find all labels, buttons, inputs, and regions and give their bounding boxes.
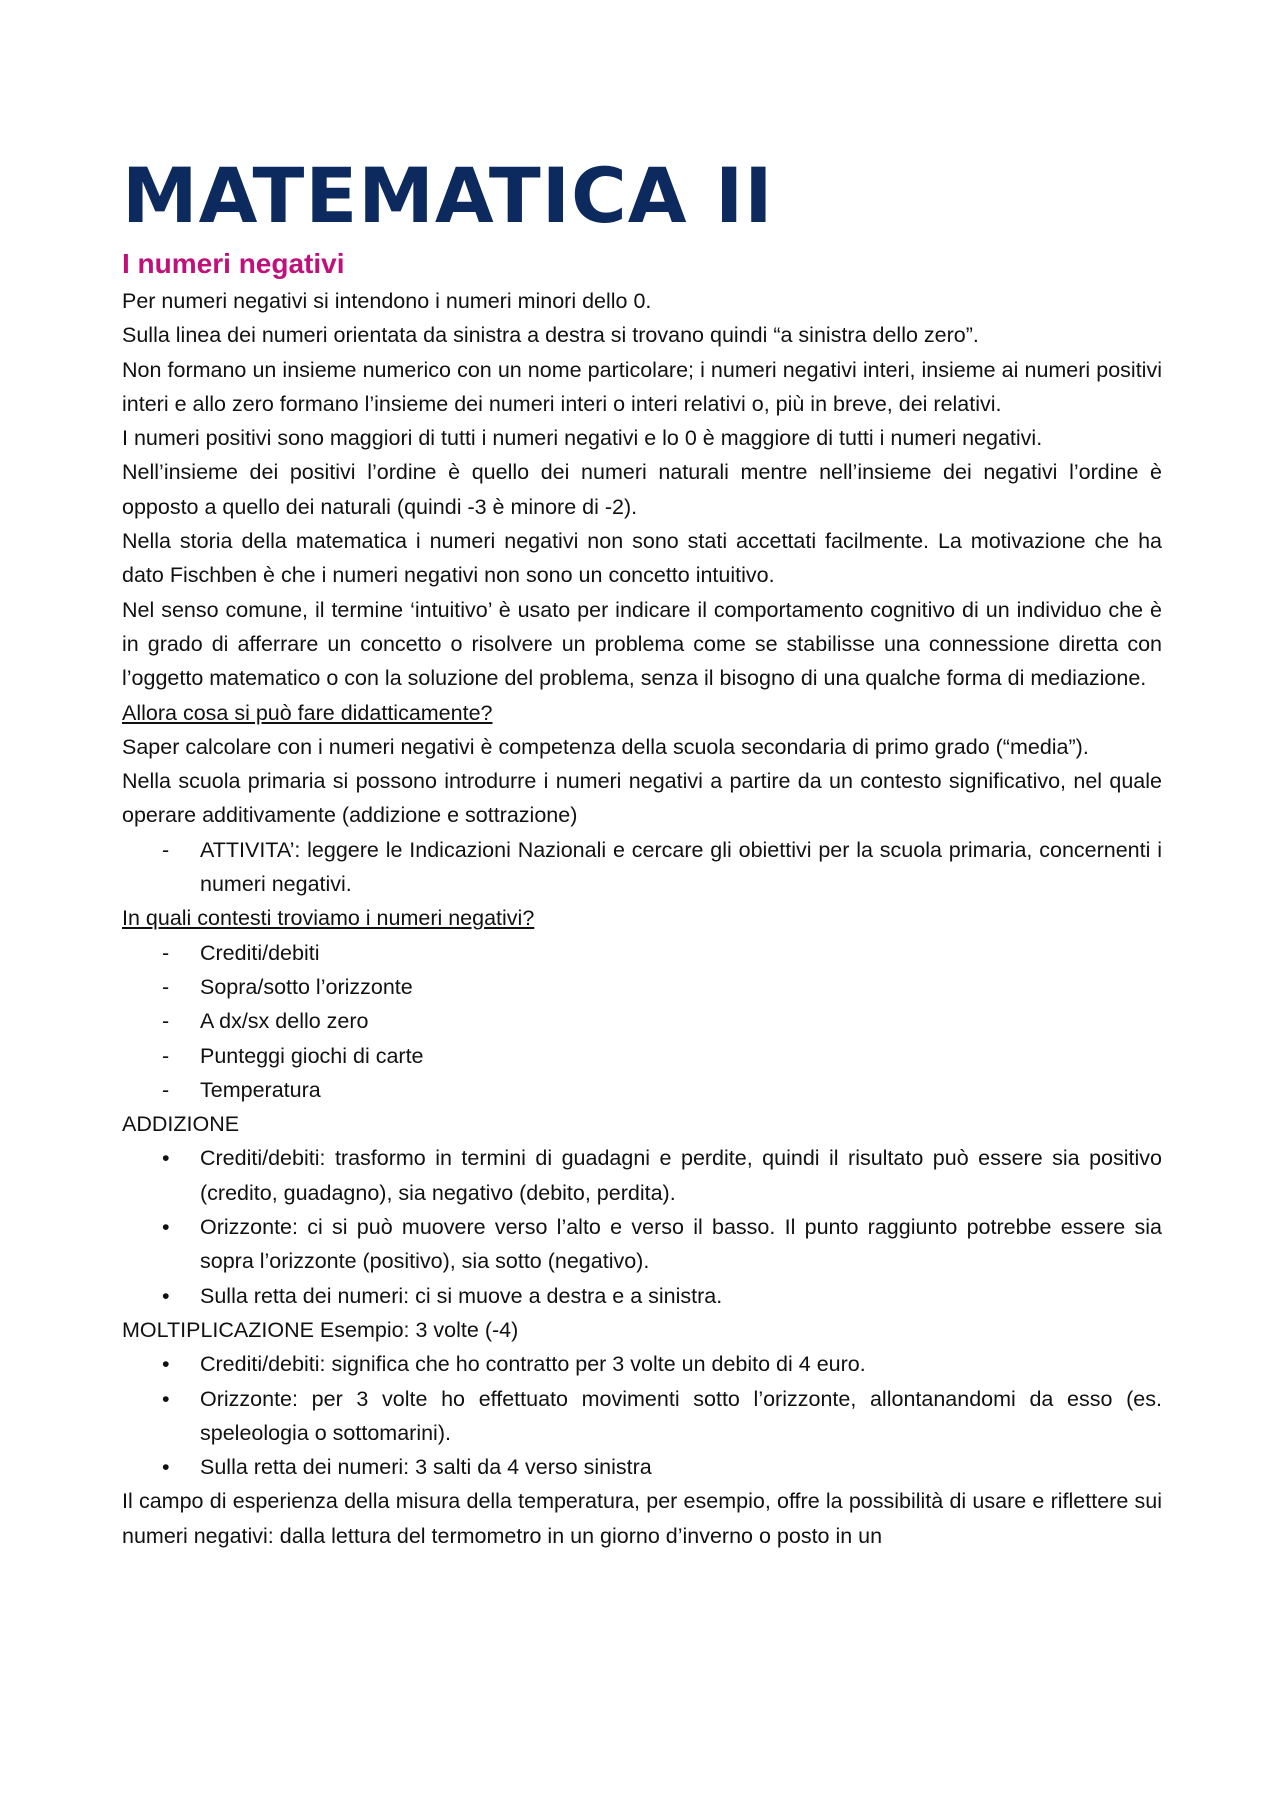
- dash-marker: -: [162, 837, 170, 862]
- list-item: - Temperatura: [122, 1073, 1162, 1107]
- dash-marker: -: [162, 1077, 170, 1102]
- paragraph-integers: Non formano un insieme numerico con un nome particolare; i numeri negativi interi, insieme ai numeri positivi interi e allo zero formano l’insieme dei numeri interi o interi relativi o, più in breve, dei relativi.: [122, 357, 1162, 416]
- list-item: • Crediti/debiti: trasformo in termini di guadagni e perdite, quindi il risultato può essere sia positivo (credito, guadagno), sia negativo (debito, perdita).: [122, 1141, 1162, 1210]
- list-item: • Orizzonte: ci si può muovere verso l’alto e verso il basso. Il punto raggiunto potrebbe essere sia sopra l’orizzonte (positivo), sia sotto (negativo).: [122, 1210, 1162, 1279]
- question-didactics: Allora cosa si può fare didatticamente?: [122, 700, 493, 725]
- paragraph-definition: Per numeri negativi si intendono i numeri minori dello 0.: [122, 289, 652, 313]
- document-title: MATEMATICA II: [122, 151, 774, 240]
- dash-marker: -: [162, 974, 170, 999]
- dash-marker: -: [162, 940, 170, 965]
- contexts-list: [122, 936, 1162, 1107]
- bullet-marker: •: [162, 1215, 170, 1240]
- question-contexts: In quali contesti troviamo i numeri negativi?: [122, 906, 535, 931]
- list-item: - A dx/sx dello zero: [122, 1004, 1162, 1038]
- section-title: I numeri negativi: [122, 248, 345, 279]
- paragraph-temperature: Il campo di esperienza della misura della temperatura, per esempio, offre la possibilità di usare e riflettere sui numeri negativi: dalla lettura del termometro in un giorno d’inverno o posto in un: [122, 1489, 1162, 1548]
- list-item: - Punteggi giochi di carte: [122, 1039, 1162, 1073]
- dash-marker: -: [162, 1009, 170, 1034]
- multiplication-list: [122, 1347, 1162, 1484]
- paragraph-order-detail: Nell’insieme dei positivi l’ordine è quello dei numeri naturali mentre nell’insieme dei negativi l’ordine è opposto a quello dei naturali (quindi -3 è minore di -2).: [122, 460, 1162, 519]
- list-item: - Sopra/sotto l’orizzonte: [122, 970, 1162, 1004]
- list-item: • Orizzonte: per 3 volte ho effettuato movimenti sotto l’orizzonte, allontanandomi da esso (es. speleologia o sottomarini).: [122, 1382, 1162, 1451]
- list-item: • Crediti/debiti: significa che ho contratto per 3 volte un debito di 4 euro.: [122, 1347, 1162, 1381]
- heading-multiplication: MOLTIPLICAZIONE Esempio: 3 volte (-4): [122, 1317, 519, 1342]
- activity-list: [122, 833, 1162, 902]
- list-item: - ATTIVITA’: leggere le Indicazioni Nazionali e cercare gli obiettivi per la scuola primaria, concernenti i numeri negativi.: [122, 833, 1162, 902]
- paragraph-competence: Saper calcolare con i numeri negativi è competenza della scuola secondaria di primo grado (“media”).: [122, 734, 1089, 759]
- paragraph-history: Nella storia della matematica i numeri negativi non sono stati accettati facilmente. La motivazione che ha dato Fischben è che i numeri negativi non sono un concetto intuitivo.: [122, 529, 1162, 588]
- dash-marker: -: [162, 1043, 170, 1068]
- paragraph-order: I numeri positivi sono maggiori di tutti i numeri negativi e lo 0 è maggiore di tutti i numeri negativi.: [122, 426, 1043, 451]
- bullet-marker: •: [162, 1386, 170, 1411]
- paragraph-number-line: Sulla linea dei numeri orientata da sinistra a destra si trovano quindi “a sinistra dello zero”.: [122, 323, 979, 348]
- heading-addition: ADDIZIONE: [122, 1112, 240, 1137]
- paragraph-intuitive: Nel senso comune, il termine ‘intuitivo’ è usato per indicare il comportamento cognitivo di un individuo che è in grado di afferrare un concetto o risolvere un problema come se stabilisse una connessione diretta con l’oggetto matematico o con la soluzione del problema, senza il bisogno di una qualche forma di mediazione.: [122, 597, 1162, 691]
- bullet-marker: •: [162, 1455, 170, 1480]
- bullet-marker: •: [162, 1352, 170, 1377]
- bullet-marker: •: [162, 1146, 170, 1171]
- list-item: • Sulla retta dei numeri: 3 salti da 4 verso sinistra: [122, 1450, 1162, 1484]
- list-item: - Crediti/debiti: [122, 936, 1162, 970]
- list-item: • Sulla retta dei numeri: ci si muove a destra e a sinistra.: [122, 1279, 1162, 1313]
- addition-list: [122, 1141, 1162, 1312]
- paragraph-primary-school: Nella scuola primaria si possono introdurre i numeri negativi a partire da un contesto significativo, nel quale operare additivamente (addizione e sottrazione): [122, 769, 1162, 828]
- bullet-marker: •: [162, 1283, 170, 1308]
- document-page: [122, 150, 1162, 1553]
